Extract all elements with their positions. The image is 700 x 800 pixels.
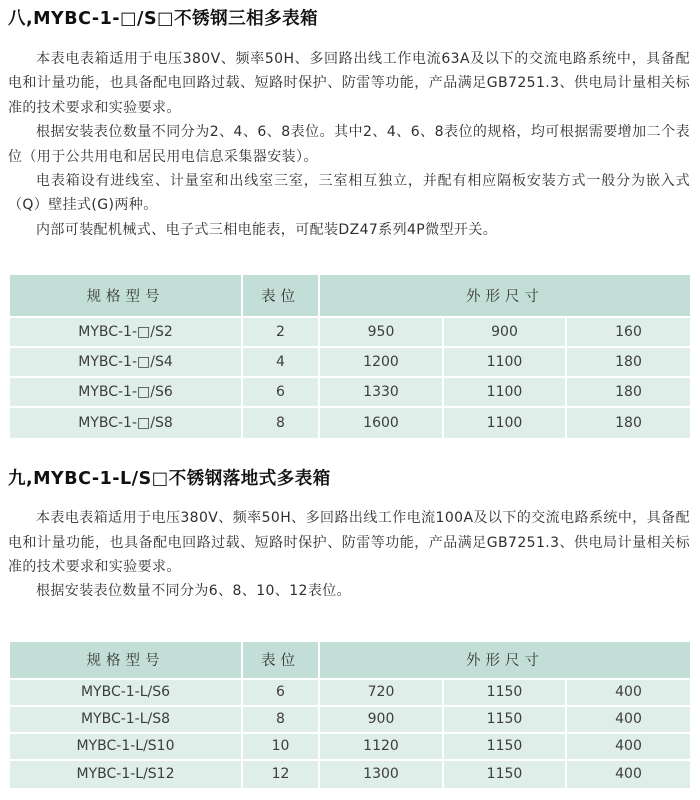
paragraph: 电表箱设有进线室、计量室和出线室三室，三室相互独立，并配有相应隔板安装方式一般分为嵌入式（Q）壁挂式(G)两种。: [8, 173, 690, 214]
table-row: [10, 680, 690, 707]
cell-positions: 6: [243, 680, 320, 707]
cell-model: MYBC-1-L/S10: [10, 734, 243, 761]
cell-depth: 400: [567, 734, 690, 761]
table-row: [10, 318, 690, 348]
cell-positions: 2: [243, 318, 320, 348]
table-row: [10, 707, 690, 734]
cell-width: 900: [320, 707, 444, 734]
cell-width: 1200: [320, 348, 444, 378]
cell-depth: 180: [567, 378, 690, 408]
cell-height: 1150: [444, 761, 567, 788]
cell-height: 1100: [444, 408, 567, 438]
cell-height: 1100: [444, 378, 567, 408]
cell-model: MYBC-1-L/S6: [10, 680, 243, 707]
cell-width: 1300: [320, 761, 444, 788]
col-header-dimensions: 外形尺寸: [320, 275, 690, 318]
col-header-dimensions: 外形尺寸: [320, 642, 690, 680]
cell-depth: 160: [567, 318, 690, 348]
spec-table: [10, 642, 690, 788]
cell-positions: 10: [243, 734, 320, 761]
table-row: [10, 761, 690, 788]
cell-positions: 6: [243, 378, 320, 408]
cell-depth: 400: [567, 761, 690, 788]
cell-model: MYBC-1-□/S2: [10, 318, 243, 348]
cell-width: 950: [320, 318, 444, 348]
cell-height: 1150: [444, 707, 567, 734]
cell-width: 1600: [320, 408, 444, 438]
cell-width: 1330: [320, 378, 444, 408]
col-header-model: 规格型号: [10, 642, 243, 680]
section-three-phase-meter-box: [8, 8, 692, 438]
section-body: [8, 506, 692, 604]
paragraph: 本表电表箱适用于电压380V、频率50H、多回路出线工作电流63A及以下的交流电路系统中，具备配电和计量功能，也具备配电回路过载、短路时保护、防雷等功能，产品满足GB7251.3、供电局计量相关标准的技术要求和实验要求。: [8, 51, 690, 116]
table-row: [10, 734, 690, 761]
table-header-row: [10, 642, 690, 680]
cell-model: MYBC-1-L/S12: [10, 761, 243, 788]
cell-positions: 8: [243, 707, 320, 734]
section-body: [8, 47, 692, 242]
col-header-positions: 表位: [243, 642, 320, 680]
section-heading: 八,MYBC-1-□/S□不锈钢三相多表箱: [8, 9, 319, 29]
cell-positions: 4: [243, 348, 320, 378]
paragraph: 本表电表箱适用于电压380V、频率50H、多回路出线工作电流100A及以下的交流电路系统中，具备配电和计量功能，也具备配电回路过载、短路时保护、防雷等功能，产品满足GB7251.3、供电局计量相关标准的技术要求和实验要求。: [8, 510, 690, 576]
cell-width: 720: [320, 680, 444, 707]
cell-depth: 180: [567, 348, 690, 378]
cell-model: MYBC-1-□/S8: [10, 408, 243, 438]
table-row: [10, 348, 690, 378]
cell-model: MYBC-1-□/S4: [10, 348, 243, 378]
cell-model: MYBC-1-L/S8: [10, 707, 243, 734]
cell-depth: 400: [567, 707, 690, 734]
table-row: [10, 408, 690, 438]
paragraph: 根据安装表位数量不同分为2、4、6、8表位。其中2、4、6、8表位的规格，均可根据需要增加二个表位（用于公共用电和居民用电信息采集器安装）。: [8, 124, 690, 165]
section-heading: 九,MYBC-1-L/S□不锈钢落地式多表箱: [8, 469, 331, 490]
table-row: [10, 378, 690, 408]
spec-table: [10, 275, 690, 438]
cell-height: 1100: [444, 348, 567, 378]
cell-depth: 400: [567, 680, 690, 707]
cell-positions: 12: [243, 761, 320, 788]
cell-height: 1150: [444, 734, 567, 761]
cell-height: 900: [444, 318, 567, 348]
col-header-model: 规格型号: [10, 275, 243, 318]
cell-positions: 8: [243, 408, 320, 438]
section-floor-standing-meter-box: [8, 468, 692, 788]
paragraph: 内部可装配机械式、电子式三相电能表，可配装DZ47系列4P微型开关。: [36, 221, 498, 238]
cell-model: MYBC-1-□/S6: [10, 378, 243, 408]
cell-width: 1120: [320, 734, 444, 761]
cell-depth: 180: [567, 408, 690, 438]
col-header-positions: 表位: [243, 275, 320, 318]
paragraph: 根据安装表位数量不同分为6、8、10、12表位。: [36, 583, 352, 600]
table-header-row: [10, 275, 690, 318]
cell-height: 1150: [444, 680, 567, 707]
